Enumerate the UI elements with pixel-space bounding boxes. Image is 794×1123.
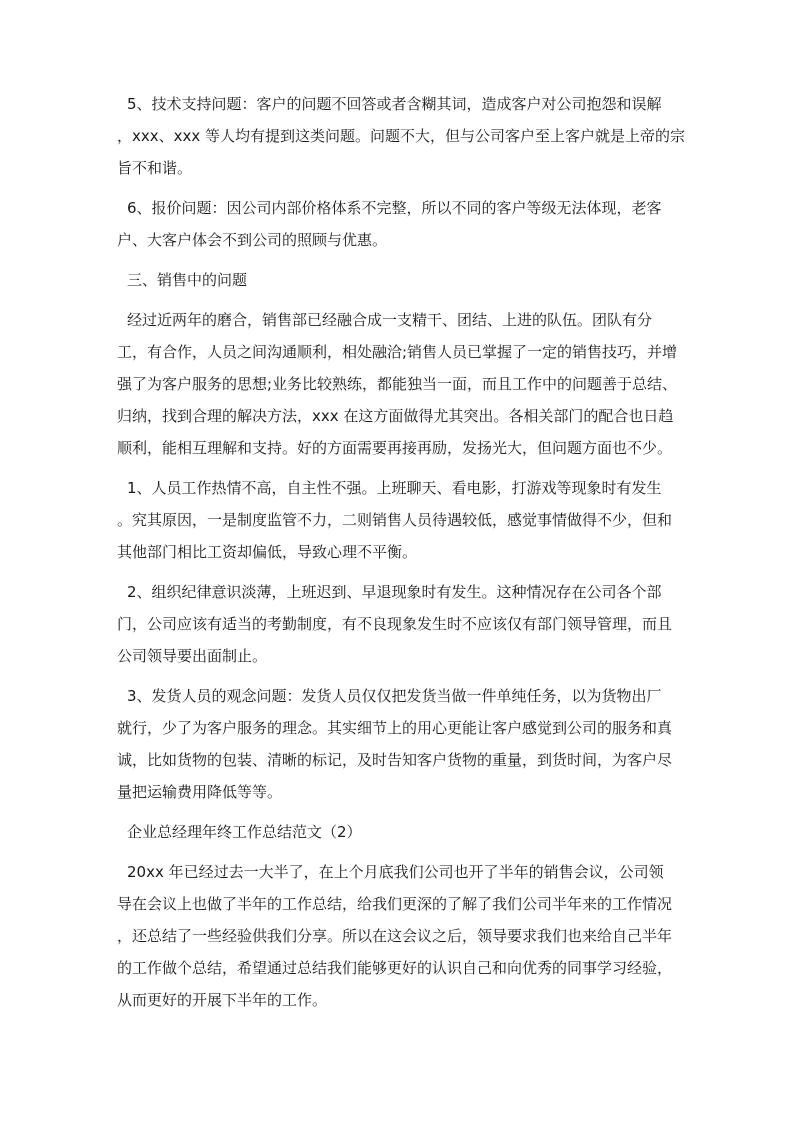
text-line: 经过近两年的磨合，销售部已经融合成一支精干、团结、上进的队伍。团队有分 [127, 311, 653, 329]
section-heading [117, 264, 676, 296]
paragraph-shipping [117, 680, 676, 808]
text-line: 强了为客户服务的思想;业务比较熟练，都能独当一面，而且工作中的问题善于总结、 [117, 375, 678, 393]
text-line: 1、人员工作热情不高，自主性不强。上班聊天、看电影，打游戏等现象时有发生 [127, 479, 662, 497]
text-line: 3、发货人员的观念问题：发货人员仅仅把发货当做一件单纯任务，以为货物出厂 [127, 687, 662, 705]
text-line: 工，有合作，人员之间沟通顺利，相处融洽;销售人员已掌握了一定的销售技巧，并增 [117, 343, 678, 361]
text-line: 归纳，找到合理的解决方法，xxx 在这方面做得尤其突出。各相关部门的配合也日趋 [117, 407, 674, 425]
document-body [117, 88, 686, 1016]
text-line: 6、报价问题：因公司内部价格体系不完整，所以不同的客户等级无法体现，老客 [127, 199, 662, 217]
text-line: 就行，少了为客户服务的理念。其实细节上的用心更能让客户感觉到公司的服务和真 [117, 719, 673, 737]
text-line: 2、组织纪律意识淡薄，上班迟到、早退现象时有发生。这种情况存在公司各个部 [127, 583, 662, 601]
text-line: 户、大客户体会不到公司的照顾与优惠。 [117, 231, 388, 249]
text-line: 门，公司应该有适当的考勤制度，有不良现象发生时不应该仅有部门领导管理，而且 [117, 615, 673, 633]
article-title [117, 816, 676, 848]
text-line: 旨不和谐。 [117, 159, 193, 177]
text-line: 5、技术支持问题：客户的问题不回答或者含糊其词，造成客户对公司抱怨和误解 [127, 95, 662, 113]
paragraph-tech-support [117, 88, 686, 184]
text-line: ，xxx、xxx 等人均有提到这类问题。问题不大，但与公司客户至上客户就是上帝的宗 [117, 127, 686, 145]
paragraph-half-year [117, 856, 676, 1016]
text-line: 顺利，能相互理解和支持。好的方面需要再接再励，发扬光大，但问题方面也不少。 [117, 439, 673, 457]
text-line: 。究其原因，一是制度监管不力，二则销售人员待遇较低，感觉事情做得不少，但和 [117, 511, 673, 529]
text-line: 量把运输费用降低等等。 [117, 783, 283, 801]
paragraph-enthusiasm [117, 472, 676, 568]
text-line: 其他部门相比工资却偏低，导致心理不平衡。 [117, 543, 418, 561]
text-line: 诚，比如货物的包装、清晰的标记，及时告知客户货物的重量，到货时间，为客户尽 [117, 751, 673, 769]
text-line: 的工作做个总结，希望通过总结我们能够更好的认识自己和向优秀的同事学习经验， [117, 959, 673, 977]
paragraph-pricing [117, 192, 676, 256]
paragraph-discipline [117, 576, 676, 672]
paragraph-team-overview [117, 304, 676, 464]
text-line: 公司领导要出面制止。 [117, 647, 268, 665]
text-line: ，还总结了一些经验供我们分享。所以在这会议之后，领导要求我们也来给自己半年 [117, 927, 673, 945]
text-line: 20xx 年已经过去一大半了，在上个月底我们公司也开了半年的销售会议，公司领 [127, 863, 664, 881]
section-heading-text: 三、销售中的问题 [127, 271, 248, 289]
text-line: 从而更好的开展下半年的工作。 [117, 991, 328, 1009]
article-title-text: 企业总经理年终工作总结范文（2） [127, 823, 362, 841]
text-line: 导在会议上也做了半年的工作总结，给我们更深的了解了我们公司半年来的工作情况 [117, 895, 673, 913]
